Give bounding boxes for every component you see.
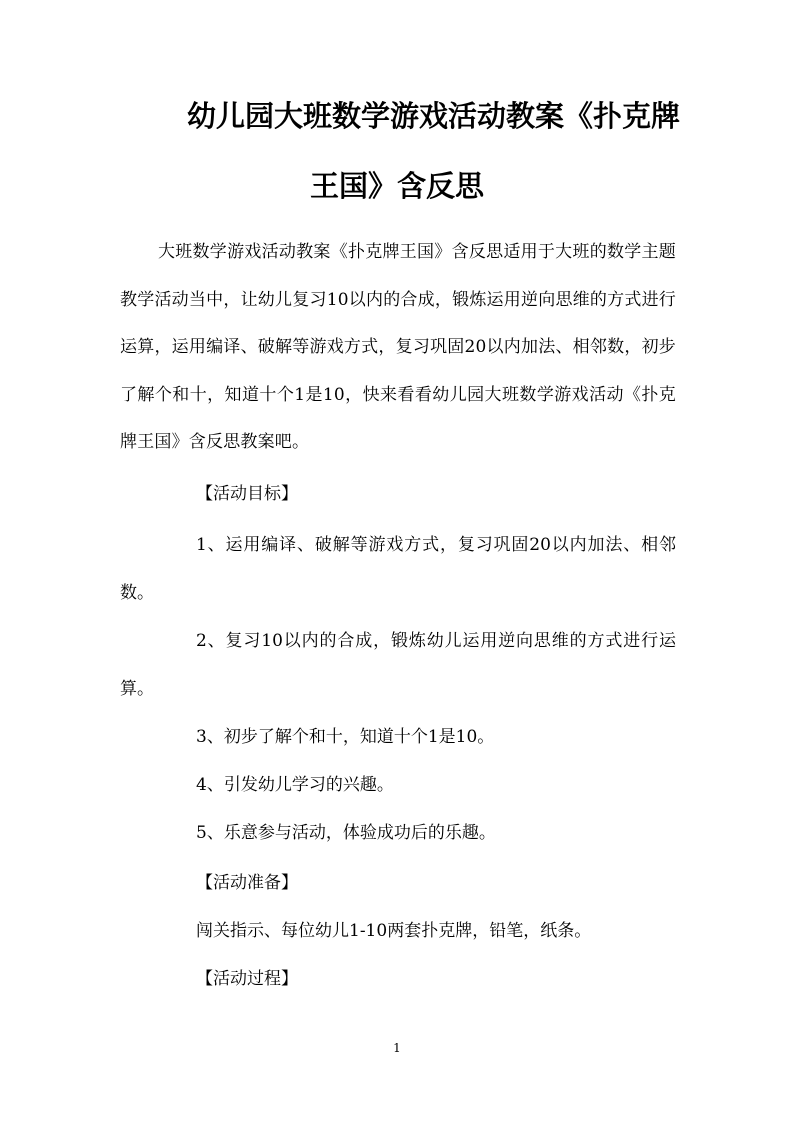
document-title-line-2: 王国》含反思 xyxy=(309,169,484,203)
document-title-line-1: 幼儿园大班数学游戏活动教案《扑克牌 xyxy=(187,99,681,133)
prep-heading: 【活动准备】 xyxy=(196,873,298,893)
goal-item-5: 5、乐意参与活动，体验成功后的乐趣。 xyxy=(196,823,496,843)
goal-item-1: 1、运用编译、破解等游戏方式，复习巩固20以内加法、相邻数。 xyxy=(120,535,676,603)
intro-paragraph: 大班数学游戏活动教案《扑克牌王国》含反思适用于大班的数学主题教学活动当中，让幼儿复习10以内的合成，锻炼运用逆向思维的方式进行运算，运用编译、破解等游戏方式，复习巩固20以内加法、相邻数，初步了解个和十，知道十个1是10，快来看看幼儿园大班数学游戏活动《扑克牌王国》含反思教案吧。 xyxy=(120,242,676,452)
goals-heading: 【活动目标】 xyxy=(196,484,298,504)
goal-item-4: 4、引发幼儿学习的兴趣。 xyxy=(196,775,394,795)
goal-item-3: 3、初步了解个和十，知道十个1是10。 xyxy=(196,727,495,747)
prep-text: 闯关指示、每位幼儿1-10两套扑克牌，铅笔，纸条。 xyxy=(196,921,592,941)
goal-item-2: 2、复习10以内的合成，锻炼幼儿运用逆向思维的方式进行运算。 xyxy=(120,631,676,699)
process-heading: 【活动过程】 xyxy=(196,969,298,989)
page-number: 1 xyxy=(393,1041,401,1055)
